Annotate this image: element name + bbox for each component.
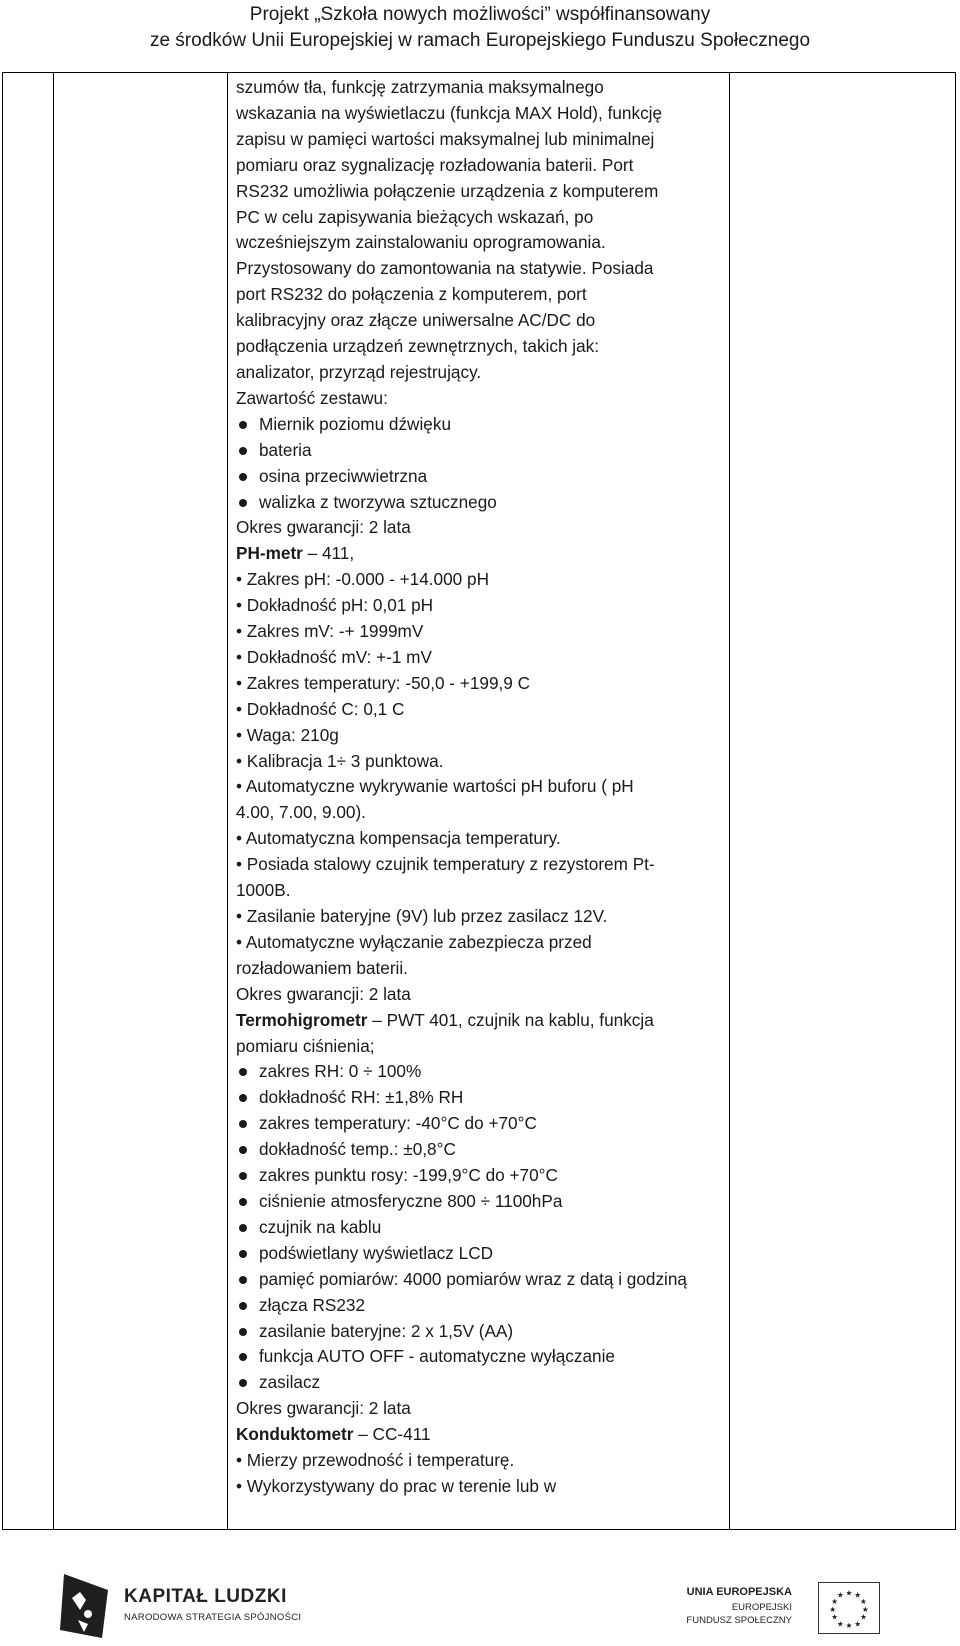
svg-text:★: ★	[845, 1621, 853, 1631]
spec-line: • Automatyczne wyłączanie zabezpiecza przed	[236, 931, 592, 952]
intro-paragraph	[236, 75, 720, 386]
ph-meter-model: – 411,	[302, 543, 355, 564]
conductometer-heading	[236, 1422, 720, 1448]
header-line-2: ze środków Unii Europejskiej w ramach Europejskiego Funduszu Społecznego	[149, 30, 811, 51]
eu-logo-line-2: EUROPEJSKI	[731, 1602, 792, 1613]
thermohygrometer-heading	[236, 1008, 720, 1034]
text-line: analizator, przyrząd rejestrujący.	[236, 361, 482, 382]
text-line: RS232 umożliwia połączenie urządzenia z komputerem	[236, 180, 659, 201]
list-item: walizka z tworzywa sztucznego	[236, 490, 720, 516]
page-footer	[0, 1560, 960, 1646]
spec-line: • Zakres temperatury: -50,0 - +199,9 C	[236, 672, 531, 693]
thermohygrometer-specs	[236, 1059, 720, 1396]
spec-table	[2, 72, 956, 1530]
svg-text:★: ★	[831, 1597, 839, 1607]
spec-line: • Kalibracja 1÷ 3 punktowa.	[236, 750, 444, 771]
list-item: podświetlany wyświetlacz LCD	[236, 1241, 720, 1267]
svg-text:★: ★	[829, 1604, 837, 1614]
spec-line: • Waga: 210g	[236, 724, 339, 745]
spec-line: • Automatyczna kompensacja temperatury.	[236, 828, 561, 849]
conductometer-model: – CC-411	[353, 1424, 431, 1445]
text-line: Przystosowany do zamontowania na statywie. Posiada	[236, 258, 654, 279]
svg-text:★: ★	[836, 1590, 844, 1600]
list-item: złącza RS232	[236, 1293, 720, 1319]
warranty-text: Okres gwarancji: 2 lata	[236, 1398, 411, 1419]
kapital-ludzki-subtitle: NARODOWA STRATEGIA SPÓJNOŚCI	[124, 1612, 302, 1623]
kapital-ludzki-name: KAPITAŁ LUDZKI	[124, 1586, 287, 1607]
text-line: pomiaru oraz sygnalizację rozładowania baterii. Port	[236, 154, 634, 175]
svg-text:★: ★	[836, 1619, 844, 1629]
spec-line: • Automatyczne wykrywanie wartości pH buforu ( pH	[236, 776, 634, 797]
text-line: PC w celu zapisywania bieżących wskazań, po	[236, 206, 594, 227]
column-divider-3	[729, 73, 730, 1529]
svg-text:★: ★	[861, 1604, 869, 1614]
list-item: zakres temperatury: -40°C do +70°C	[236, 1111, 720, 1137]
ph-meter-name: PH-metr	[236, 543, 303, 564]
spec-line: • Dokładność pH: 0,01 pH	[236, 595, 434, 616]
svg-text:★: ★	[854, 1619, 862, 1629]
list-item: zasilanie bateryjne: 2 x 1,5V (AA)	[236, 1319, 720, 1345]
spec-line: rozładowaniem baterii.	[236, 957, 408, 978]
warranty-text: Okres gwarancji: 2 lata	[236, 983, 411, 1004]
kapital-ludzki-logo	[58, 1568, 358, 1640]
spec-line: • Zakres pH: -0.000 - +14.000 pH	[236, 569, 489, 590]
spec-line: 4.00, 7.00, 9.00).	[236, 802, 366, 823]
kit-title: Zawartość zestawu:	[236, 387, 388, 408]
list-item: zakres punktu rosy: -199,9°C do +70°C	[236, 1163, 720, 1189]
list-item: czujnik na kablu	[236, 1215, 720, 1241]
description-cell	[236, 73, 720, 1500]
spec-line: 1000B.	[236, 880, 291, 901]
conductometer-name: Konduktometr	[236, 1424, 354, 1445]
spec-line: • Wykorzystywany do prac w terenie lub w	[236, 1475, 557, 1496]
warranty-text: Okres gwarancji: 2 lata	[236, 517, 411, 538]
eu-logo-line-3: FUNDUSZ SPOŁECZNY	[686, 1615, 792, 1626]
kapital-ludzki-emblem-icon	[58, 1568, 116, 1640]
list-item: ciśnienie atmosferyczne 800 ÷ 1100hPa	[236, 1189, 720, 1215]
svg-text:★: ★	[854, 1590, 862, 1600]
list-item: dokładność temp.: ±0,8°C	[236, 1137, 720, 1163]
spec-line: • Dokładność mV: +-1 mV	[236, 646, 432, 667]
kit-list	[236, 412, 720, 516]
list-item: pamięć pomiarów: 4000 pomiarów wraz z datą i godziną	[236, 1267, 720, 1293]
ph-meter-heading	[236, 541, 720, 567]
text-line: podłączenia urządzeń zewnętrznych, takich jak:	[236, 336, 600, 357]
list-item: bateria	[236, 438, 720, 464]
list-item: zakres RH: 0 ÷ 100%	[236, 1059, 720, 1085]
eu-logo-line-1: UNIA EUROPEJSKA	[686, 1586, 792, 1598]
spec-line: • Dokładność C: 0,1 C	[236, 698, 405, 719]
spec-line: • Zakres mV: -+ 1999mV	[236, 621, 424, 642]
text-line: szumów tła, funkcję zatrzymania maksymalnego	[236, 77, 604, 97]
list-item: dokładność RH: ±1,8% RH	[236, 1085, 720, 1111]
text-line: port RS232 do połączenia z komputerem, port	[236, 284, 587, 305]
text-line: wskazania na wyświetlaczu (funkcja MAX Hold), funkcję	[236, 102, 663, 123]
thermohygrometer-heading-cont: pomiaru ciśnienia;	[236, 1035, 375, 1056]
spec-line: • Mierzy przewodność i temperaturę.	[236, 1450, 515, 1471]
list-item: Miernik poziomu dźwięku	[236, 412, 720, 438]
column-divider-1	[53, 73, 54, 1529]
spec-line: • Posiada stalowy czujnik temperatury z rezystorem Pt-	[236, 854, 655, 875]
list-item: osina przeciwwietrzna	[236, 464, 720, 490]
text-line: zapisu w pamięci wartości maksymalnej lub minimalnej	[236, 128, 655, 149]
list-item: zasilacz	[236, 1370, 720, 1396]
svg-text:★: ★	[859, 1597, 867, 1607]
header-line-1: Projekt „Szkoła nowych możliwości” współfinansowany	[249, 4, 711, 25]
thermohygrometer-model: – PWT 401, czujnik na kablu, funkcja	[367, 1009, 654, 1030]
thermohygrometer-name: Termohigrometr	[236, 1009, 368, 1030]
column-divider-2	[227, 73, 228, 1529]
list-item: funkcja AUTO OFF - automatyczne wyłączanie	[236, 1344, 720, 1370]
ph-meter-specs	[236, 567, 720, 982]
eu-social-fund-logo	[686, 1582, 910, 1638]
svg-text:★: ★	[859, 1612, 867, 1622]
spec-line: • Zasilanie bateryjne (9V) lub przez zasilacz 12V.	[236, 906, 608, 926]
page-header	[0, 0, 960, 64]
svg-text:★: ★	[845, 1588, 853, 1598]
eu-flag-icon	[818, 1582, 880, 1634]
text-line: kalibracyjny oraz złącze uniwersalne AC/DC do	[236, 310, 596, 331]
svg-text:★: ★	[831, 1612, 839, 1622]
text-line: wcześniejszym zainstalowaniu oprogramowania.	[236, 232, 606, 253]
